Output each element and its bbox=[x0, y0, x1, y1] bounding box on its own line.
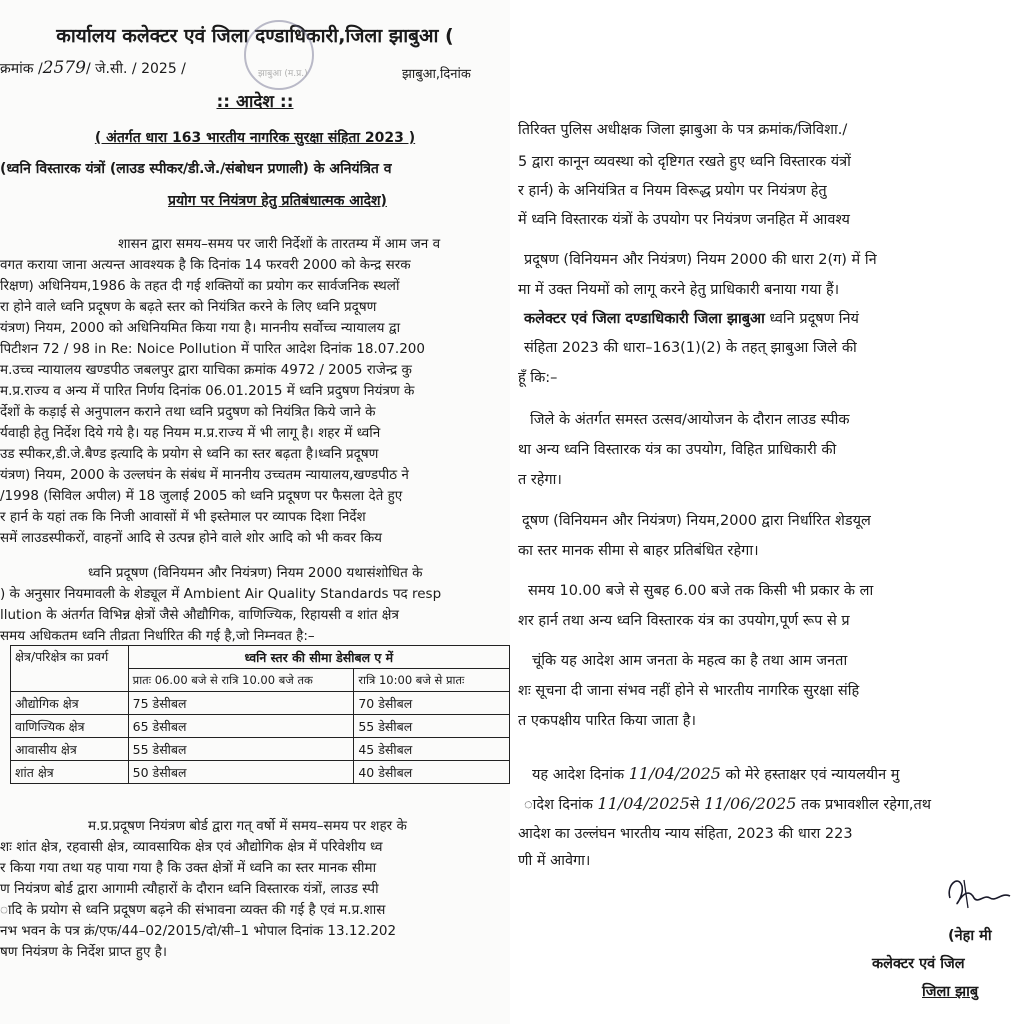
noise-limit-table bbox=[10, 645, 510, 784]
text-line: जिले के अंतर्गत समस्त उत्सव/आयोजन के दौरान लाउड स्पीक bbox=[530, 412, 850, 428]
text-line: र किया गया तथा यह पाया गया है कि उक्त क्षेत्रों में ध्वनि का स्तर मानक सीमा bbox=[0, 860, 377, 876]
text-line: ) के अनुसार नियमावली के शेड्यूल में Ambient Air Quality Standards पद resp bbox=[0, 586, 442, 602]
text-line: रिक्षण) अधिनियम,1986 के तहत दी गई शक्तियों का प्रयोग कर सार्वजनिक स्थलों bbox=[0, 278, 400, 294]
zone-cell: शांत क्षेत्र bbox=[11, 761, 129, 784]
text-line: म.प्र.राज्य व अन्य में पारित निर्णय दिनांक 06.01.2015 में ध्वनि प्रदुषण नियंत्रण के bbox=[0, 383, 415, 399]
table-row bbox=[11, 761, 510, 784]
table-row bbox=[11, 715, 510, 738]
text-line: पिटीशन 72 / 98 in Re: Noice Pollution में पारित आदेश दिनांक 18.07.200 bbox=[0, 341, 425, 357]
text-line: त एकपक्षीय पारित किया जाता है। bbox=[518, 713, 696, 729]
text-line: षण नियंत्रण के निर्देश प्राप्त हुए है। bbox=[0, 944, 167, 960]
right-page bbox=[512, 0, 1024, 1024]
text-line: णी में आवेगा। bbox=[518, 853, 591, 869]
text-line: र हार्न के यहां तक कि निजी आवासों में भी इस्तेमाल पर व्यापक दिशा निर्देश bbox=[0, 509, 366, 525]
text-line: र हार्न) के अनियंत्रित व नियम विरूद्ध प्रयोग पर नियंत्रण हेतु bbox=[518, 183, 827, 199]
text-line: शासन द्वारा समय–समय पर जारी निर्देशों के तारतम्य में आम जन व bbox=[118, 236, 441, 252]
day-limit-cell: 75 डेसीबल bbox=[128, 692, 354, 715]
night-limit-cell: 70 डेसीबल bbox=[354, 692, 510, 715]
office-seal: झाबुआ (म.प्र.) bbox=[244, 20, 314, 90]
text-line: में ध्वनि विस्तारक यंत्रों के उपयोग पर नियंत्रण जनहित में आवश्य bbox=[518, 212, 850, 228]
collector-designation: कलेक्टर एवं जिला दण्डाधिकारी जिला झाबुआ bbox=[524, 311, 765, 327]
text-line: समें लाउडस्पीकरों, वाहनों आदि से उत्पन्न होने वाले शोर आदि को भी कवर किय bbox=[0, 530, 383, 546]
text-line: दूषण (विनियमन और नियंत्रण) नियम,2000 द्वारा निर्धारित शेडयूल bbox=[522, 513, 871, 529]
office-header: कार्यालय कलेक्टर एवं जिला दण्डाधिकारी,जिला झाबुआ ( bbox=[56, 25, 454, 47]
table-header-row bbox=[11, 646, 510, 669]
day-limit-cell: 65 डेसीबल bbox=[128, 715, 354, 738]
text-line: समय 10.00 बजे से सुबह 6.00 बजे तक किसी भी प्रकार के ला bbox=[528, 583, 874, 599]
text-line: यह आदेश दिनांक 11/04/2025 को मेरे हस्ताक्षर एवं न्यायलयीन मु bbox=[532, 764, 900, 783]
text-line: रा होने वाले ध्वनि प्रदूषण के बढ़ते स्तर को नियंत्रित करने के लिए ध्वनि प्रदूषण bbox=[0, 299, 377, 315]
noise-limit-group-header: ध्वनि स्तर की सीमा डेसीबल ए में bbox=[128, 646, 509, 669]
signatory-place: जिला झाबु bbox=[922, 984, 979, 1000]
text-line: /1998 (सिविल अपील) में 18 जुलाई 2005 को ध्वनि प्रदूषण पर फैसला देते हुए bbox=[0, 488, 403, 504]
signature bbox=[944, 868, 1014, 918]
text-line: का स्तर मानक सीमा से बाहर प्रतिबंधित रहेगा। bbox=[518, 543, 759, 559]
text-line: 5 द्वारा कानून व्यवस्था को दृष्टिगत रखते हुए ध्वनि विस्तारक यंत्रों bbox=[518, 154, 851, 170]
zone-cell: आवासीय क्षेत्र bbox=[11, 738, 129, 761]
text-line: ण नियंत्रण बोर्ड द्वारा आगामी त्यौहारों के दौरान ध्वनि विस्तारक यंत्रों, लाउड स्पी bbox=[0, 881, 379, 897]
zone-column-header: क्षेत्र/परिक्षेत्र का प्रवर्ग bbox=[11, 646, 129, 692]
night-limit-cell: 55 डेसीबल bbox=[354, 715, 510, 738]
place-date: झाबुआ,दिनांक bbox=[402, 67, 471, 82]
zone-cell: वाणिज्यिक क्षेत्र bbox=[11, 715, 129, 738]
text-line: यंत्रण) नियम, 2000 के उल्लघंन के संबंध में माननीय उच्चतम न्यायालय,खण्डपीठ ने bbox=[0, 467, 409, 483]
text-line: म.उच्च न्यायालय खण्डपीठ जबलपुर द्वारा याचिका क्रमांक 4972 / 2005 राजेन्द्र कु bbox=[0, 362, 412, 378]
table-row bbox=[11, 738, 510, 761]
reference-number: क्रमांक /2579/ जे.सी. / 2025 / bbox=[0, 58, 186, 78]
text-line: था अन्य ध्वनि विस्तारक यंत्र का उपयोग, विहित प्राधिकारी की bbox=[518, 442, 837, 458]
text-line: उड स्पीकर,डी.जे.बैण्ड इत्यादि के प्रयोग से ध्वनि का स्तर बढ़ता है।ध्वनि प्रदूषण bbox=[0, 446, 379, 462]
text-line: शः शांत क्षेत्र, रहवासी क्षेत्र, व्यावसायिक क्षेत्र एवं औद्योगिक क्षेत्र में परिवेशीय ध्व bbox=[0, 839, 383, 855]
day-limit-cell: 55 डेसीबल bbox=[128, 738, 354, 761]
text-line: मा में उक्त नियमों को लागू करने हेतु प्राधिकारी बनाया गया हैं। bbox=[518, 282, 840, 298]
text-line: ादि के प्रयोग से ध्वनि प्रदूषण बढ़ने की संभावना व्यक्त की गई है एवं म.प्र.शास bbox=[0, 902, 386, 918]
handwritten-date: 11/06/2025 bbox=[704, 794, 797, 813]
text-line: कलेक्टर एवं जिला दण्डाधिकारी जिला झाबुआ ध्वनि प्रदूषण नियं bbox=[524, 311, 859, 327]
text-line: शः सूचना दी जाना संभव नहीं होने से भारतीय नागरिक सुरक्षा संहि bbox=[518, 683, 860, 699]
text-line: समय अधिकतम ध्वनि तीव्रता निर्धारित की गई है,जो निम्नवत है:– bbox=[0, 628, 315, 644]
handwritten-date: 11/04/2025 bbox=[628, 764, 721, 783]
text-line: तिरिक्त पुलिस अधीक्षक जिला झाबुआ के पत्र क्रमांक/जिविशा./ bbox=[518, 122, 848, 138]
text-line: वगत कराया जाना अत्यन्त आवश्यक है कि दिनांक 14 फरवरी 2000 को केन्द्र सरक bbox=[0, 257, 411, 273]
text-line: प्रदूषण (विनियमन और नियंत्रण) नियम 2000 की धारा 2(ग) में नि bbox=[524, 252, 877, 268]
subject-line-2: प्रयोग पर नियंत्रण हेतु प्रतिबंधात्मक आदेश) bbox=[168, 193, 387, 209]
left-page bbox=[0, 0, 510, 1024]
text-line: llution के अंतर्गत विभिन्न क्षेत्रों जैसे औद्यौगिक, वाणिज्यिक, रिहायसी व शांत क्षेत्र bbox=[0, 607, 399, 623]
text-line: नभ भवन के पत्र क्रं/एफ/44–02/2015/दो/सी–1 भोपाल दिनांक 13.12.202 bbox=[0, 923, 397, 939]
text-line: म.प्र.प्रदूषण नियंत्रण बोर्ड द्वारा गत् वर्षो में समय–समय पर शहर के bbox=[88, 818, 407, 834]
zone-cell: औद्योगिक क्षेत्र bbox=[11, 692, 129, 715]
day-column-header: प्रातः 06.00 बजे से रात्रि 10.00 बजे तक bbox=[128, 669, 354, 692]
section-line: ( अंतर्गत धारा 163 भारतीय नागरिक सुरक्षा संहिता 2023 ) bbox=[94, 130, 416, 146]
text-line: संहिता 2023 की धारा–163(1)(2) के तहत् झाबुआ जिले की bbox=[524, 340, 857, 356]
text-line: आदेश का उल्लंघन भारतीय न्याय संहिता, 2023 की धारा 223 bbox=[518, 826, 853, 842]
text-line: ादेश दिनांक 11/04/2025से 11/06/2025 तक प्रभावशील रहेगा,तथ bbox=[524, 794, 932, 813]
text-line: शर हार्न तथा अन्य ध्वनि विस्तारक यंत्र का उपयोग,पूर्ण रूप से प्र bbox=[518, 613, 850, 629]
day-limit-cell: 50 डेसीबल bbox=[128, 761, 354, 784]
handwritten-date: 11/04/2025 bbox=[597, 794, 690, 813]
text-line: हूँ कि:– bbox=[518, 370, 558, 386]
signatory-name: (नेहा मी bbox=[948, 928, 992, 944]
table-row bbox=[11, 692, 510, 715]
text-line: चूंकि यह आदेश आम जनता के महत्व का है तथा आम जनता bbox=[532, 653, 848, 669]
night-limit-cell: 45 डेसीबल bbox=[354, 738, 510, 761]
text-line: ध्वनि प्रदूषण (विनियमन और नियंत्रण) नियम 2000 यथासंशोधित के bbox=[88, 565, 423, 581]
night-column-header: रात्रि 10:00 बजे से प्रातः bbox=[354, 669, 510, 692]
signatory-title: कलेक्टर एवं जिल bbox=[872, 956, 965, 972]
text-line: त रहेगा। bbox=[518, 472, 562, 488]
night-limit-cell: 40 डेसीबल bbox=[354, 761, 510, 784]
handwritten-ref-number: 2579 bbox=[42, 58, 86, 78]
order-title: :: आदेश :: bbox=[216, 92, 294, 112]
text-line: र्देशों के कड़ाई से अनुपालन कराने तथा ध्वनि प्रदुषण को नियंत्रित किये जाने के bbox=[0, 404, 376, 420]
text-line: र्यवाही हेतु निर्देश दिये गये है। यह नियम म.प्र.राज्य में भी लागू है। शहर में ध्वनि bbox=[0, 425, 381, 441]
subject-line-1: (ध्वनि विस्तारक यंत्रों (लाउड स्पीकर/डी.जे./संबोधन प्रणाली) के अनियंत्रित व bbox=[0, 161, 392, 177]
text-line: यंत्रण) नियम, 2000 को अधिनियमित किया गया है। माननीय सर्वोच्च न्यायालय द्वा bbox=[0, 320, 401, 336]
